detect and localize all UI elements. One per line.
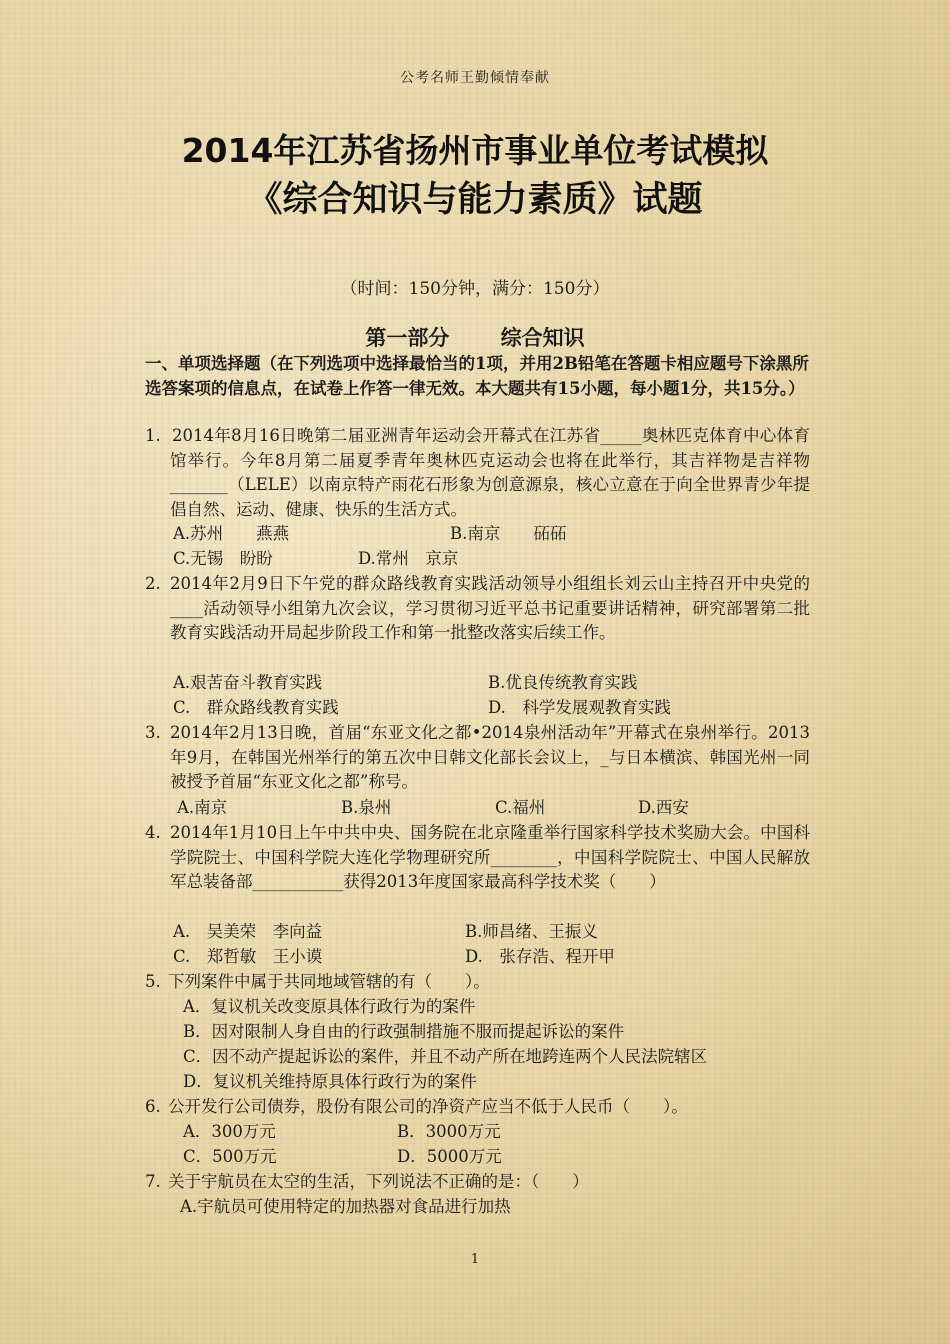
question-4-number: 4. xyxy=(145,823,161,842)
question-3-option-b: B.泉州 xyxy=(341,798,392,817)
question-7-text: 关于宇航员在太空的生活，下列说法不正确的是：（ ） xyxy=(168,1172,589,1191)
question-4-option-c: C. 郑哲敏 王小谟 xyxy=(173,947,323,966)
question-5-option-a: A．复议机关改变原具体行政行为的案件 xyxy=(183,997,476,1016)
question-2-number: 2. xyxy=(145,574,161,593)
question-6-number: 6. xyxy=(145,1097,161,1116)
question-2-option-a: A.艰苦奋斗教育实践 xyxy=(173,673,323,692)
question-1-option-c: C.无锡 盼盼 xyxy=(173,549,273,568)
time-note: （时间：150分钟，满分：150分） xyxy=(340,279,610,299)
question-3-option-a: A.南京 xyxy=(177,798,228,817)
question-3-option-d: D.西安 xyxy=(638,798,689,817)
question-6-option-c: C．500万元 xyxy=(183,1147,277,1166)
section-instructions: 一、单项选择题（在下列选项中选择最恰当的1项，并用2B铅笔在答题卡相应题号下涂黑所选答案项的信息点，在试卷上作答一律无效。本大题共有15小题，每小题1分，共15分。） xyxy=(145,354,809,398)
question-2-option-d: D. 科学发展观教育实践 xyxy=(488,698,671,717)
question-1-option-a: A.苏州 燕燕 xyxy=(173,524,290,543)
question-6-option-b: B．3000万元 xyxy=(397,1122,501,1141)
question-1-option-b: B.南京 砳砳 xyxy=(450,524,567,543)
part-label: 第一部分 xyxy=(365,325,450,350)
part-name: 综合知识 xyxy=(500,325,585,350)
question-7-number: 7. xyxy=(145,1172,161,1191)
title-line-2: 《综合知识与能力素质》试题 xyxy=(247,180,703,220)
question-7-option-a: A.宇航员可使用特定的加热器对食品进行加热 xyxy=(180,1197,511,1216)
question-3-option-c: C.福州 xyxy=(495,798,546,817)
question-4-text: 2014年1月10日上午中共中央、国务院在北京隆重举行国家科学技术奖励大会。中国科学院院士、中国科学院大连化学物理研究所________，中国科学院院士、中国人民解放军总装备部___________获得2013年度国家最高科学技术奖（ ） xyxy=(170,823,810,892)
question-1-option-d: D.常州 京京 xyxy=(358,549,459,568)
question-6-option-a: A．300万元 xyxy=(183,1122,276,1141)
question-2-text: 2014年2月9日下午党的群众路线教育实践活动领导小组组长刘云山主持召开中央党的____活动领导小组第九次会议，学习贯彻习近平总书记重要讲话精神，研究部署第二批教育实践活动开局起步阶段工作和第一批整改落实后续工作。 xyxy=(170,574,810,643)
question-4-option-b: B.师昌绪、王振义 xyxy=(465,922,598,941)
page-number: 1 xyxy=(470,1252,480,1267)
header-note: 公考名师王勤倾情奉献 xyxy=(400,70,550,86)
question-4-option-d: D. 张存浩、程开甲 xyxy=(465,947,615,966)
question-1-number: 1. xyxy=(145,426,161,445)
question-5-option-d: D．复议机关维持原具体行政行为的案件 xyxy=(183,1072,477,1091)
question-2-option-b: B.优良传统教育实践 xyxy=(488,673,638,692)
part-heading xyxy=(0,322,950,352)
question-5-option-c: C．因不动产提起诉讼的案件，并且不动产所在地跨连两个人民法院辖区 xyxy=(183,1047,708,1066)
question-5-option-b: B．因对限制人身自由的行政强制措施不服而提起诉讼的案件 xyxy=(183,1022,625,1041)
question-3-number: 3. xyxy=(145,723,161,742)
question-6-option-d: D．5000万元 xyxy=(397,1147,502,1166)
question-5-number: 5. xyxy=(145,972,161,991)
question-4-option-a: A. 吴美荣 李向益 xyxy=(173,922,323,941)
question-6-text: 公开发行公司债券，股份有限公司的净资产应当不低于人民币（ ）。 xyxy=(168,1097,688,1116)
title-line-1: 2014年江苏省扬州市事业单位考试模拟 xyxy=(181,131,769,170)
question-1-text: 2014年8月16日晚第二届亚洲青年运动会开幕式在江苏省_____奥林匹克体育中心体育馆举行。今年8月第二届夏季青年奥林匹克运动会也将在此举行，其吉祥物是吉祥物_______（LELE）以南京特产雨花石形象为创意源泉，核心立意在于向全世界青少年提倡自然、运动、健康、快乐的生活方式。 xyxy=(170,426,810,519)
question-5-text: 下列案件中属于共同地域管辖的有（ ）。 xyxy=(168,972,490,991)
question-3-text: 2014年2月13日晚，首届“东亚文化之都•2014泉州活动年”开幕式在泉州举行。2013年9月，在韩国光州举行的第五次中日韩文化部长会议上，_与日本横滨、韩国光州一同被授予首届“东亚文化之都”称号。 xyxy=(170,723,810,792)
question-2-option-c: C. 群众路线教育实践 xyxy=(173,698,339,717)
